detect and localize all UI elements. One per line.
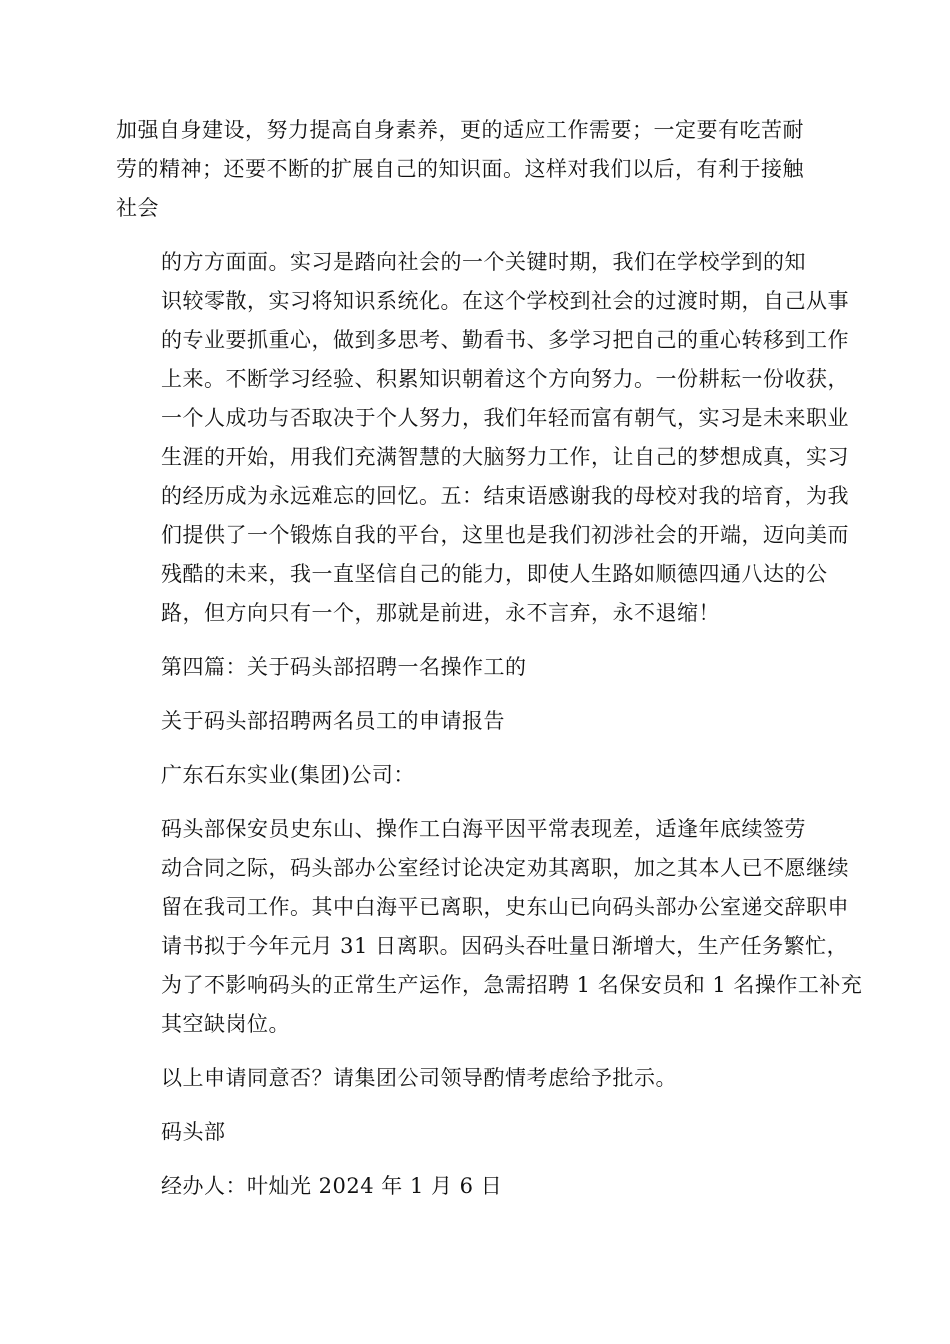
report-title: [116, 702, 836, 741]
text-line: 生涯的开始，用我们充满智慧的大脑努力工作，让自己的梦想成真，实习: [161, 445, 849, 469]
document-page: [116, 111, 863, 1206]
text-line: 路，但方向只有一个，那就是前进，永不言弃，永不退缩！: [161, 601, 720, 625]
text-line: 劳的精神；还要不断的扩展自己的知识面。这样对我们以后，有利于接触: [116, 157, 804, 181]
text-line: 其空缺岗位。: [161, 1012, 290, 1036]
text-line: 留在我司工作。其中白海平已离职，史东山已向码头部办公室递交辞职申: [161, 895, 849, 919]
text-line: 社会: [116, 196, 159, 220]
text-line: 上来。不断学习经验、积累知识朝着这个方向努力。一份耕耘一份收获，: [161, 367, 849, 391]
paragraph-internship-reflection: [116, 243, 849, 633]
text-line: 请书拟于今年元月 31 日离职。因码头吞吐量日渐增大，生产任务繁忙，: [161, 934, 849, 958]
addressee-line: [116, 756, 836, 795]
text-line: 为了不影响码头的正常生产运作，急需招聘 1 名保安员和 1 名操作工补充: [161, 973, 863, 997]
text-line: 动合同之际，码头部办公室经讨论决定劝其离职，加之其本人已不愿继续: [161, 856, 849, 880]
text-line: 识较零散，实习将知识系统化。在这个学校到社会的过渡时期，自己从事: [161, 289, 849, 313]
text-line: 残酷的未来，我一直坚信自己的能力，即使人生路如顺德四通八达的公: [161, 562, 828, 586]
text-line: 经办人：叶灿光 2024 年 1 月 6 日: [161, 1174, 503, 1198]
paragraph-request-body: [116, 810, 863, 1044]
handler-and-date: [116, 1167, 836, 1206]
text-line: 加强自身建设，努力提高自身素养，更的适应工作需要；一定要有吃苦耐: [116, 118, 804, 142]
text-line: 码头部保安员史东山、操作工白海平因平常表现差，适逢年底续签劳: [161, 817, 806, 841]
text-line: 码头部: [161, 1120, 226, 1144]
section-heading-fourth-article: [116, 648, 836, 687]
department-signature: [116, 1113, 836, 1152]
text-line: 关于码头部招聘两名员工的申请报告: [161, 709, 505, 733]
text-line: 的方方面面。实习是踏向社会的一个关键时期，我们在学校学到的知: [161, 250, 806, 274]
text-line: 的专业要抓重心，做到多思考、勤看书、多学习把自己的重心转移到工作: [161, 328, 849, 352]
text-line: 一个人成功与否取决于个人努力，我们年轻而富有朝气，实习是未来职业: [161, 406, 849, 430]
text-line: 的经历成为永远难忘的回忆。五：结束语感谢我的母校对我的培育，为我: [161, 484, 849, 508]
text-line: 广东石东实业(集团)公司：: [161, 763, 415, 787]
approval-request-line: [116, 1059, 836, 1098]
text-line: 第四篇：关于码头部招聘一名操作工的: [161, 655, 527, 679]
paragraph-intro: [116, 111, 836, 228]
text-line: 们提供了一个锻炼自我的平台，这里也是我们初涉社会的开端，迈向美而: [161, 523, 849, 547]
text-line: 以上申请同意否？请集团公司领导酌情考虑给予批示。: [161, 1066, 677, 1090]
